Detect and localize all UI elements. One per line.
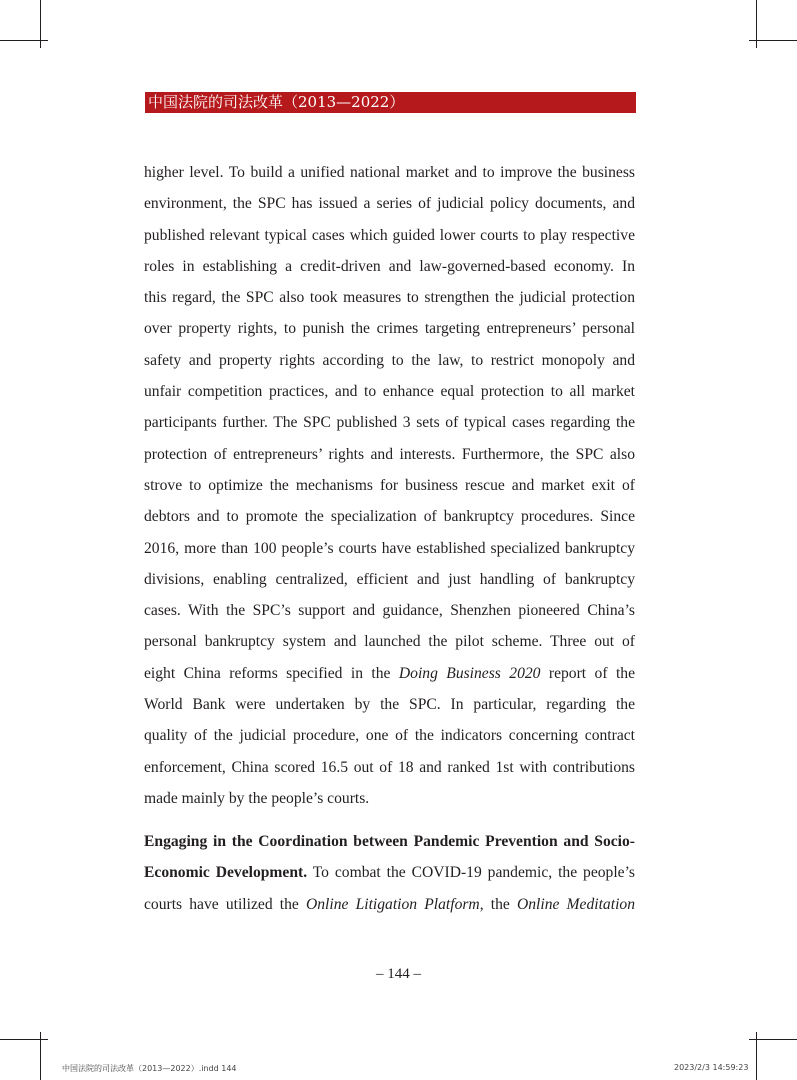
italic-term: Online Litigation Platform <box>305 895 480 913</box>
text-line: quality of the judicial procedure, one of the indicators concerning contract <box>144 727 635 745</box>
text-line: 2016, more than 100 people’s courts have established specialized bankruptcy <box>144 539 635 557</box>
text-line: debtors and to promote the specialization of bankruptcy procedures. Since <box>144 508 635 526</box>
text-line: participants further. The SPC published 3 sets of typical cases regarding the <box>144 414 635 432</box>
body-paragraph <box>144 157 635 814</box>
footer-timestamp: 2023/2/3 14:59:23 <box>674 1063 749 1072</box>
text-segment: report of the <box>540 664 636 682</box>
crop-mark-bottom-right-horizontal <box>749 1039 797 1040</box>
section-text: To combat the COVID-19 pandemic, the people’s <box>307 864 635 882</box>
text-line: unfair competition practices, and to enhance equal protection to all market <box>144 383 635 401</box>
section-heading-part1: Engaging in the Coordination between Pandemic Prevention and Socio- <box>144 833 635 850</box>
section-heading-part2: Economic Development. <box>144 864 308 882</box>
text-line: protection of entrepreneurs’ rights and interests. Furthermore, the SPC also <box>144 445 635 463</box>
text-line: this regard, the SPC also took measures to strengthen the judicial protection <box>144 289 635 307</box>
page-number: – 144 – <box>376 966 421 982</box>
text-line: roles in establishing a credit-driven and law-governed-based economy. In <box>144 257 635 275</box>
text-line: World Bank were undertaken by the SPC. In particular, regarding the <box>144 696 635 714</box>
text-segment: eight China reforms specified in the <box>144 664 399 682</box>
text-line: cases. With the SPC’s support and guidance, Shenzhen pioneered China’s <box>144 602 635 620</box>
text-line: higher level. To build a unified national market and to improve the business <box>144 164 635 181</box>
text-line: personal bankruptcy system and launched the pilot scheme. Three out of <box>144 633 635 651</box>
text-line: divisions, enabling centralized, efficient and just handling of bankruptcy <box>144 570 635 588</box>
crop-mark-bottom-left-horizontal <box>0 1039 48 1040</box>
section-text: courts have utilized the <box>144 895 306 913</box>
text-line: strove to optimize the mechanisms for business rescue and market exit of <box>144 476 635 494</box>
text-line: safety and property rights according to the law, to restrict monopoly and <box>144 351 635 369</box>
crop-mark-top-right-horizontal <box>749 40 797 41</box>
crop-mark-top-left-horizontal <box>0 40 48 41</box>
section-text: , the <box>479 895 517 913</box>
running-header: 中国法院的司法改革（2013—2022） <box>145 92 636 113</box>
section-paragraph <box>144 826 635 920</box>
footer-file-info: 中国法院的司法改革（2013—2022）.indd 144 <box>62 1064 237 1073</box>
italic-term: Online Meditation <box>516 895 635 913</box>
text-line: made mainly by the people’s courts. <box>144 789 370 807</box>
text-line: published relevant typical cases which guided lower courts to play respective <box>144 226 635 244</box>
italic-term: Doing Business 2020 <box>398 664 541 682</box>
text-line: enforcement, China scored 16.5 out of 18 and ranked 1st with contributions <box>144 758 635 776</box>
text-line <box>144 658 635 689</box>
text-line: environment, the SPC has issued a series of judicial policy documents, and <box>144 195 635 213</box>
text-line: over property rights, to punish the crimes targeting entrepreneurs’ personal <box>144 320 635 338</box>
